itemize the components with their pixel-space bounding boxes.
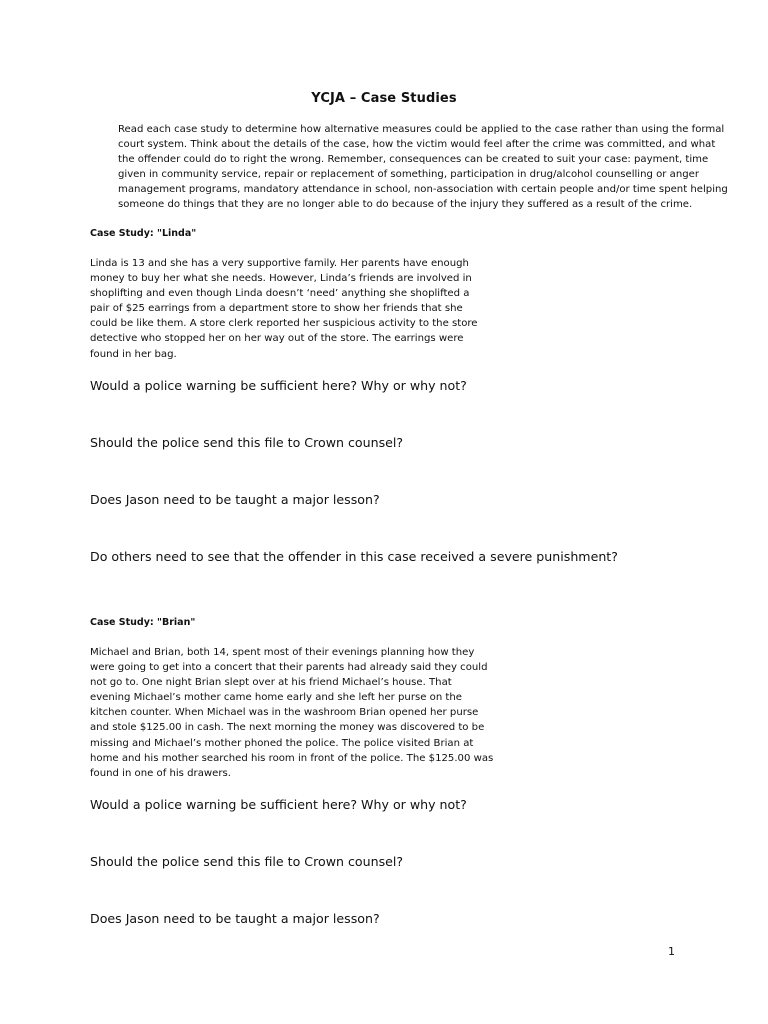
intro-line: Read each case study to determine how alternative measures could be applied to the case rather than using the formal: [118, 124, 725, 135]
page-number: 1: [668, 945, 675, 958]
intro-line: the offender could do to right the wrong. Remember, consequences can be created to suit your case: payment, time: [118, 154, 709, 165]
case-line: shoplifting and even though Linda doesn’t ‘need’ anything she shoplifted a: [90, 288, 470, 300]
intro-line: someone do things that they are no longer able to do because of the injury they suffered as a result of the crime.: [118, 199, 693, 210]
case-line: detective who stopped her on her way out of the store. The earrings were: [90, 333, 464, 345]
question-major-lesson: Does Jason need to be taught a major lesson?: [90, 492, 380, 507]
case-line: found in her bag.: [90, 348, 177, 360]
intro-paragraph: [118, 122, 728, 212]
case-line: kitchen counter. When Michael was in the washroom Brian opened her purse: [90, 707, 479, 719]
question-severe-punishment: Do others need to see that the offender in this case received a severe punishment?: [90, 549, 618, 564]
case-line: found in one of his drawers.: [90, 767, 231, 779]
question-crown-counsel: Should the police send this file to Crown counsel?: [90, 435, 404, 450]
case-line: money to buy her what she needs. However, Linda’s friends are involved in: [90, 273, 472, 285]
case-line: were going to get into a concert that their parents had already said they could: [90, 662, 488, 674]
intro-line: management programs, mandatory attendance in school, non-association with certain people and/or time spent helping: [118, 184, 728, 195]
question-crown-counsel: Should the police send this file to Crown counsel?: [90, 854, 404, 869]
case-line: not go to. One night Brian slept over at his friend Michael’s house. That: [90, 677, 452, 689]
intro-line: given in community service, repair or replacement of something, participation in drug/alcohol counselling or anger: [118, 169, 700, 180]
case-line: Michael and Brian, both 14, spent most of their evenings planning how they: [90, 647, 475, 658]
case-line: could be like them. A store clerk reported her suspicious activity to the store: [90, 318, 478, 330]
case-body-linda: [90, 256, 490, 362]
question-major-lesson: Does Jason need to be taught a major lesson?: [90, 911, 380, 926]
intro-line: court system. Think about the details of the case, how the victim would feel after the crime was committed, and what: [118, 139, 716, 150]
question-police-warning: Would a police warning be sufficient here? Why or why not?: [90, 797, 467, 812]
question-police-warning: Would a police warning be sufficient here? Why or why not?: [90, 378, 467, 393]
case-body-brian: [90, 645, 494, 781]
case-line: pair of $25 earrings from a department store to show her friends that she: [90, 303, 463, 315]
case-heading-brian: Case Study: "Brian": [90, 617, 196, 628]
case-line: Linda is 13 and she has a very supportive family. Her parents have enough: [90, 258, 469, 269]
case-line: home and his mother searched his room in front of the police. The $125.00 was: [90, 752, 494, 764]
document-title: YCJA – Case Studies: [311, 91, 457, 106]
case-heading-linda: Case Study: "Linda": [90, 228, 197, 239]
case-line: missing and Michael’s mother phoned the police. The police visited Brian at: [90, 737, 474, 749]
case-line: evening Michael’s mother came home early and she left her purse on the: [90, 692, 462, 704]
case-line: and stole $125.00 in cash. The next morning the money was discovered to be: [90, 722, 485, 734]
